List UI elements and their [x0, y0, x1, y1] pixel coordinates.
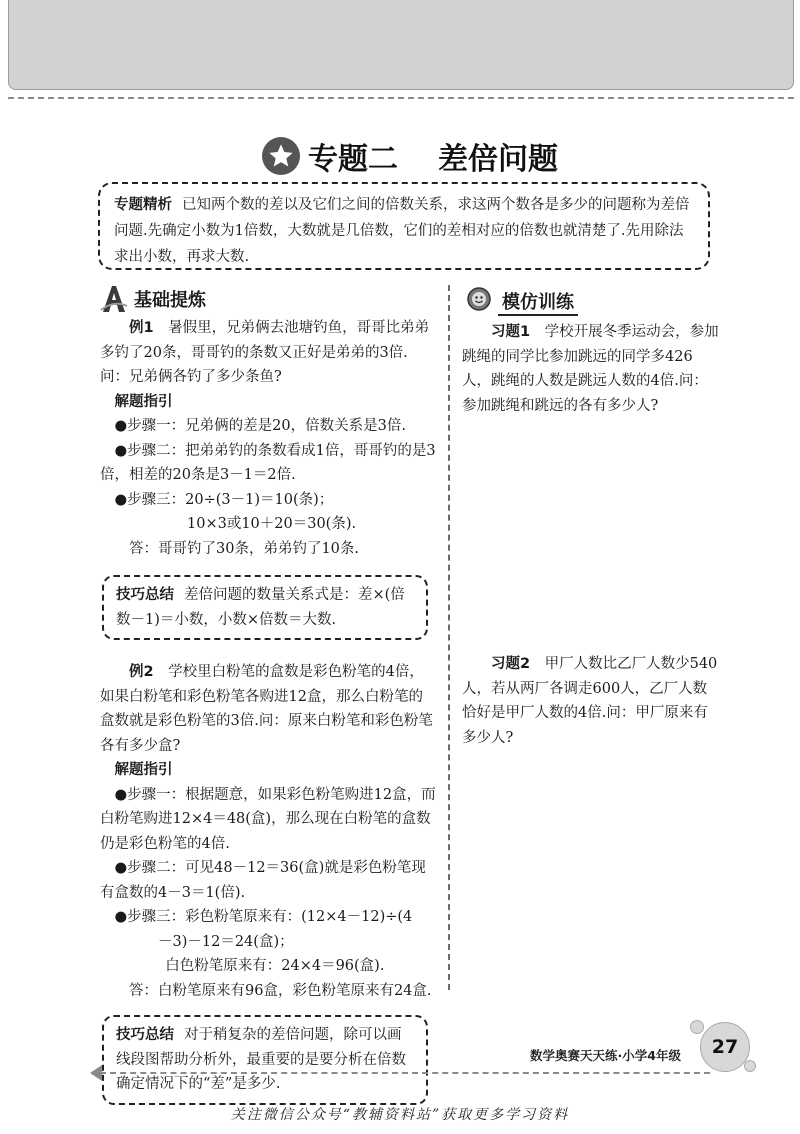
- example-1-step-3: ●步骤三：20÷(3－1)＝10(条)；: [114, 491, 334, 508]
- topic-analysis-box: [98, 182, 710, 270]
- header-divider: [8, 97, 794, 99]
- section-basic-heading: [100, 284, 206, 314]
- star-icon: [262, 137, 300, 175]
- exercise-1-text: 学校开展冬季运动会，参加跳绳的同学比参加跳远的同学多426人，跳绳的人数是跳远人数的4倍.问：参加跳绳和跳远的各有多少人?: [462, 324, 719, 414]
- example-2-step-2: ●步骤二：可见48－12＝36(盒)就是彩色粉笔现有盒数的4－3＝1(倍).: [100, 860, 426, 901]
- example-2-step-3: ●步骤三：彩色粉笔原来有：(12×4－12)÷(4: [114, 909, 413, 925]
- footer-divider: [100, 1072, 710, 1074]
- section-a-badge-icon: [100, 284, 128, 314]
- exercise-2-text: 甲厂人数比乙厂人数少540人，若从两厂各调走600人，乙厂人数恰好是甲厂人数的4倍.问：甲厂原来有多少人?: [462, 656, 718, 746]
- example-2-step-3-continued-2: 白色粉笔原来有：24×4＝96(盒).: [165, 958, 385, 974]
- section-practice-title: 模仿训练: [498, 288, 578, 316]
- header-band: [8, 0, 794, 90]
- exercise-1: [462, 320, 720, 418]
- exercise-2-label: 习题2: [491, 656, 531, 672]
- book-title: 数学奥赛天天练·小学4年级: [530, 1048, 681, 1063]
- title-topic-name: 差倍问题: [438, 142, 558, 177]
- exercise-1-label: 习题1: [491, 324, 531, 340]
- clock-face-icon: [466, 286, 492, 317]
- left-column: [100, 316, 436, 1125]
- example-2-answer: 答：白粉笔原来有96盒，彩色粉笔原来有24盒.: [129, 982, 432, 999]
- page-title: [262, 134, 558, 178]
- example-2: [100, 660, 436, 758]
- skill-summary-box-1: [102, 575, 428, 640]
- example-1-text: 暑假里，兄弟俩去池塘钓鱼，哥哥比弟弟多钓了20条，哥哥钓的条数又正好是弟弟的3倍.问：兄弟俩各钓了多少条鱼?: [100, 320, 430, 385]
- section-practice-heading: [466, 286, 578, 317]
- bubble-decoration: [690, 1020, 704, 1034]
- example-2-text: 学校里白粉笔的盒数是彩色粉笔的4倍，如果白粉笔和彩色粉笔各购进12盒，那么白粉笔的盒数就是彩色粉笔的3倍.问：原来白粉笔和彩色粉笔各有多少盒?: [100, 664, 433, 754]
- column-divider: [448, 285, 450, 990]
- topic-analysis-text: 已知两个数的差以及它们之间的倍数关系，求这两个数各是多少的问题称为差倍问题.先确定小数为1倍数，大数就是几倍数，它们的差相对应的倍数也就清楚了.先用除法求出小数，再求大数.: [114, 197, 690, 265]
- example-1: [100, 316, 436, 390]
- example-1-guide-label: 解题指引: [114, 393, 173, 410]
- skill-summary-box-2: [102, 1015, 428, 1105]
- promo-footnote: 关注微信公众号“教辅资料站”获取更多学习资料: [230, 1107, 570, 1123]
- page-number: 27: [700, 1022, 750, 1072]
- example-2-step-3-continued-1: －3)－12＝24(盒)；: [158, 933, 294, 950]
- example-2-label: 例2: [129, 664, 154, 680]
- title-topic-number: 专题二: [308, 142, 398, 177]
- skill-summary-1-label: 技巧总结: [116, 587, 174, 603]
- section-basic-title: 基础提炼: [134, 290, 206, 311]
- example-2-step-1: ●步骤一：根据题意，如果彩色粉笔购进12盒，而白粉笔购进12×4＝48(盒)，那么现在白粉笔的盒数仍是彩色粉笔的4倍.: [100, 786, 436, 852]
- example-1-step-2: ●步骤二：把弟弟钓的条数看成1倍，哥哥钓的是3倍，相差的20条是3－1＝2倍.: [100, 442, 436, 483]
- skill-summary-2-label: 技巧总结: [116, 1027, 174, 1043]
- bubble-decoration: [744, 1060, 756, 1072]
- topic-analysis-label: 专题精析: [114, 197, 172, 213]
- skill-summary-2-text: 对于稍复杂的差倍问题，除可以画线段图帮助分析外，最重要的是要分析在倍数确定情况下的“差”是多少.: [116, 1027, 406, 1092]
- exercise-2: [462, 652, 720, 750]
- example-2-guide-label: 解题指引: [114, 762, 173, 778]
- example-1-step-1: ●步骤一：兄弟俩的差是20，倍数关系是3倍.: [114, 418, 406, 434]
- example-1-step-3-continued: 10×3或10＋20＝30(条).: [187, 516, 357, 532]
- example-1-answer: 答：哥哥钓了30条，弟弟钓了10条.: [129, 540, 360, 557]
- example-1-label: 例1: [129, 320, 154, 336]
- skill-summary-1-text: 差倍问题的数量关系式是：差×(倍数－1)＝小数，小数×倍数＝大数.: [116, 587, 405, 628]
